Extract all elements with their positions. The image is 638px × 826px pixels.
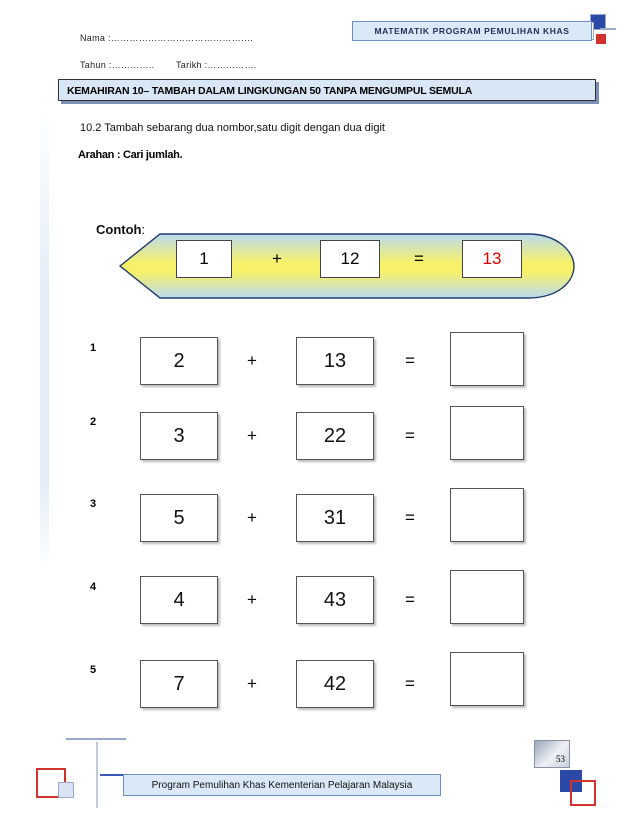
example-first-number: 1: [176, 240, 232, 278]
example-label: [96, 222, 145, 237]
answer-box[interactable]: [450, 652, 524, 706]
bottom-right-decor: [560, 770, 600, 810]
plus-sign: +: [247, 590, 257, 609]
tarikh-field: Tarikh :…………….: [176, 60, 257, 70]
question-first-number: 3: [140, 412, 218, 460]
equals-sign: =: [405, 674, 415, 693]
example-equals-sign: =: [414, 249, 424, 268]
subtitle: 10.2 Tambah sebarang dua nombor,satu digit dengan dua digit: [80, 122, 385, 134]
question-number: 4: [90, 581, 97, 593]
footer: Program Pemulihan Khas Kementerian Pelajaran Malaysia: [123, 774, 441, 796]
answer-box[interactable]: [450, 406, 524, 460]
question-first-number: 2: [140, 337, 218, 385]
program-title: MATEMATIK PROGRAM PEMULIHAN KHAS: [352, 21, 592, 41]
answer-box[interactable]: [450, 488, 524, 542]
example-plus-sign: +: [272, 249, 282, 268]
equals-sign: =: [405, 351, 415, 370]
deco-line: [96, 742, 98, 808]
answer-box[interactable]: [450, 332, 524, 386]
plus-sign: +: [247, 426, 257, 445]
deco-line: [600, 28, 616, 30]
question-number: 3: [90, 498, 97, 510]
question-number: 2: [90, 416, 97, 428]
page-number: 53: [534, 740, 570, 768]
question-second-number: 42: [296, 660, 374, 708]
bottom-left-decor: [36, 738, 126, 808]
question-first-number: 7: [140, 660, 218, 708]
red-outline-square-icon: [570, 780, 596, 806]
question-second-number: 22: [296, 412, 374, 460]
equals-sign: =: [405, 590, 415, 609]
deco-line: [66, 738, 126, 740]
question-number: 1: [90, 342, 97, 354]
question-second-number: 13: [296, 337, 374, 385]
example-answer: 13: [462, 240, 522, 278]
equals-sign: =: [405, 508, 415, 527]
left-decor-bar: [40, 110, 49, 570]
nama-field: Nama :……………………………………….: [80, 33, 254, 43]
question-number: 5: [90, 664, 97, 676]
light-square-icon: [58, 782, 74, 798]
skill-title-banner: KEMAHIRAN 10– TAMBAH DALAM LINGKUNGAN 50 TANPA MENGUMPUL SEMULA: [58, 79, 596, 101]
example-label-colon: :: [141, 222, 146, 237]
example-second-number: 12: [320, 240, 380, 278]
tahun-field: Tahun :…………..: [80, 60, 155, 70]
plus-sign: +: [247, 674, 257, 693]
question-first-number: 5: [140, 494, 218, 542]
question-first-number: 4: [140, 576, 218, 624]
answer-box[interactable]: [450, 570, 524, 624]
plus-sign: +: [247, 508, 257, 527]
plus-sign: +: [247, 351, 257, 370]
example-label-text: Contoh: [96, 222, 142, 237]
question-second-number: 31: [296, 494, 374, 542]
instruction: Arahan : Cari jumlah.: [78, 149, 183, 161]
red-square-icon: [596, 34, 606, 44]
equals-sign: =: [405, 426, 415, 445]
question-second-number: 43: [296, 576, 374, 624]
